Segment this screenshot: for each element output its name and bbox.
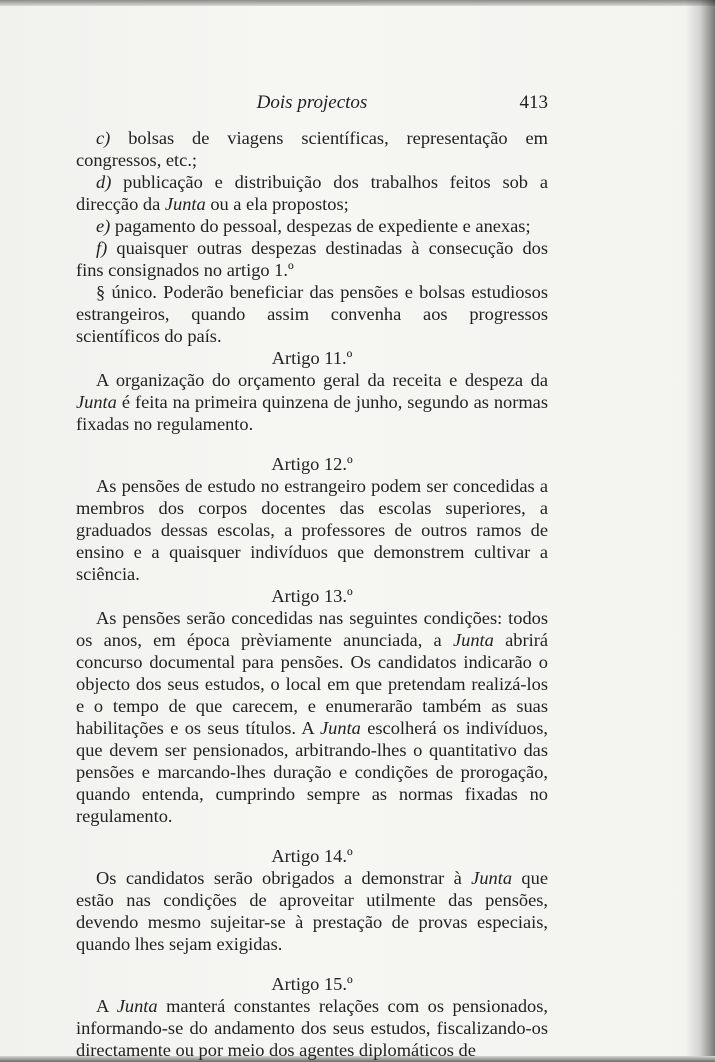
article-13-heading: Artigo 13.º	[271, 586, 353, 606]
article-14-body: Os candidatos serão obrigados a demonstrar à Junta que estão nas condições de aproveitar utilmente das pensões, devendo mesmo sujeitar-se à prestação de provas especiais, quando lhes sejam exigidas.	[76, 868, 548, 954]
article-12-heading: Artigo 12.º	[271, 454, 353, 474]
page-top-shadow	[0, 0, 715, 6]
list-marker: e)	[96, 216, 111, 236]
list-marker: d)	[96, 172, 112, 192]
junta-emphasis: Junta	[471, 868, 513, 888]
junta-emphasis: Junta	[116, 996, 158, 1016]
paragraph-unico: § único. Poderão beneficiar das pensões e bolsas estudiosos estrangeiros, quando assim convenha aos progressos scientíficos do país.	[76, 282, 548, 346]
page-header	[76, 88, 548, 118]
page-number: 413	[519, 92, 548, 113]
article-13-body: As pensões serão concedidas nas seguintes condições: todos os anos, em época prèviamente anunciada, a Junta abrirá concurso documental para pensões. Os candidatos indicarão o objecto dos seus estudos, o local em que pretendam realizá-los e o tempo de que carecem, e enumerarão também as suas habilitações e os seus títulos. A Junta escolherá os indivíduos, que devem ser pensionados, arbitrando-lhes o quantitativo das pensões e marcando-lhes duração e condições de prorogação, quando entenda, cumprindo sempre as normas fixadas no regulamento.	[76, 608, 548, 826]
article-15-heading: Artigo 15.º	[271, 974, 353, 994]
article-14-heading: Artigo 14.º	[271, 846, 353, 866]
list-item-e	[76, 215, 548, 237]
page-gutter-shadow	[685, 0, 715, 1062]
list-item-c	[76, 127, 548, 171]
list-item-text: quaisquer outras despezas destinadas à consecução dos fins consignados no artigo 1.º	[76, 238, 548, 280]
list-marker: c)	[96, 128, 111, 148]
junta-emphasis: Junta	[164, 194, 206, 214]
junta-emphasis: Junta	[320, 718, 361, 738]
list-item-text: publicação e distribuição dos trabalhos feitos sob a direcção da	[76, 172, 548, 214]
running-title: Dois projectos	[256, 92, 368, 113]
list-item-d	[76, 171, 548, 215]
list-item-text: ou a ela propostos;	[210, 194, 349, 214]
article-12-body: As pensões de estudo no estrangeiro podem ser concedidas a membros dos corpos docentes das escolas superiores, a graduados dessas escolas, a professores de outros ramos de ensino e a quaisquer indivíduos que demonstrem cultivar a sciência.	[76, 476, 548, 584]
body-text	[76, 127, 548, 1061]
list-item-text: bolsas de viagens scientíficas, representação em congressos, etc.;	[76, 128, 548, 170]
list-marker: f)	[96, 238, 108, 258]
junta-emphasis: Junta	[452, 630, 494, 650]
article-11-body: A organização do orçamento geral da receita e despeza da Junta é feita na primeira quinzena de junho, segundo as normas fixadas no regulamento.	[76, 370, 548, 434]
list-item-text: pagamento do pessoal, despezas de expediente e anexas;	[114, 216, 531, 236]
list-item-f	[76, 237, 548, 281]
article-11-heading: Artigo 11.º	[271, 348, 353, 368]
article-15-body: A Junta manterá constantes relações com os pensionados, informando-se do andamento dos seus estudos, fiscalizando-os directamente ou por meio dos agentes diplomáticos de	[76, 996, 548, 1060]
junta-emphasis: Junta	[76, 392, 117, 412]
